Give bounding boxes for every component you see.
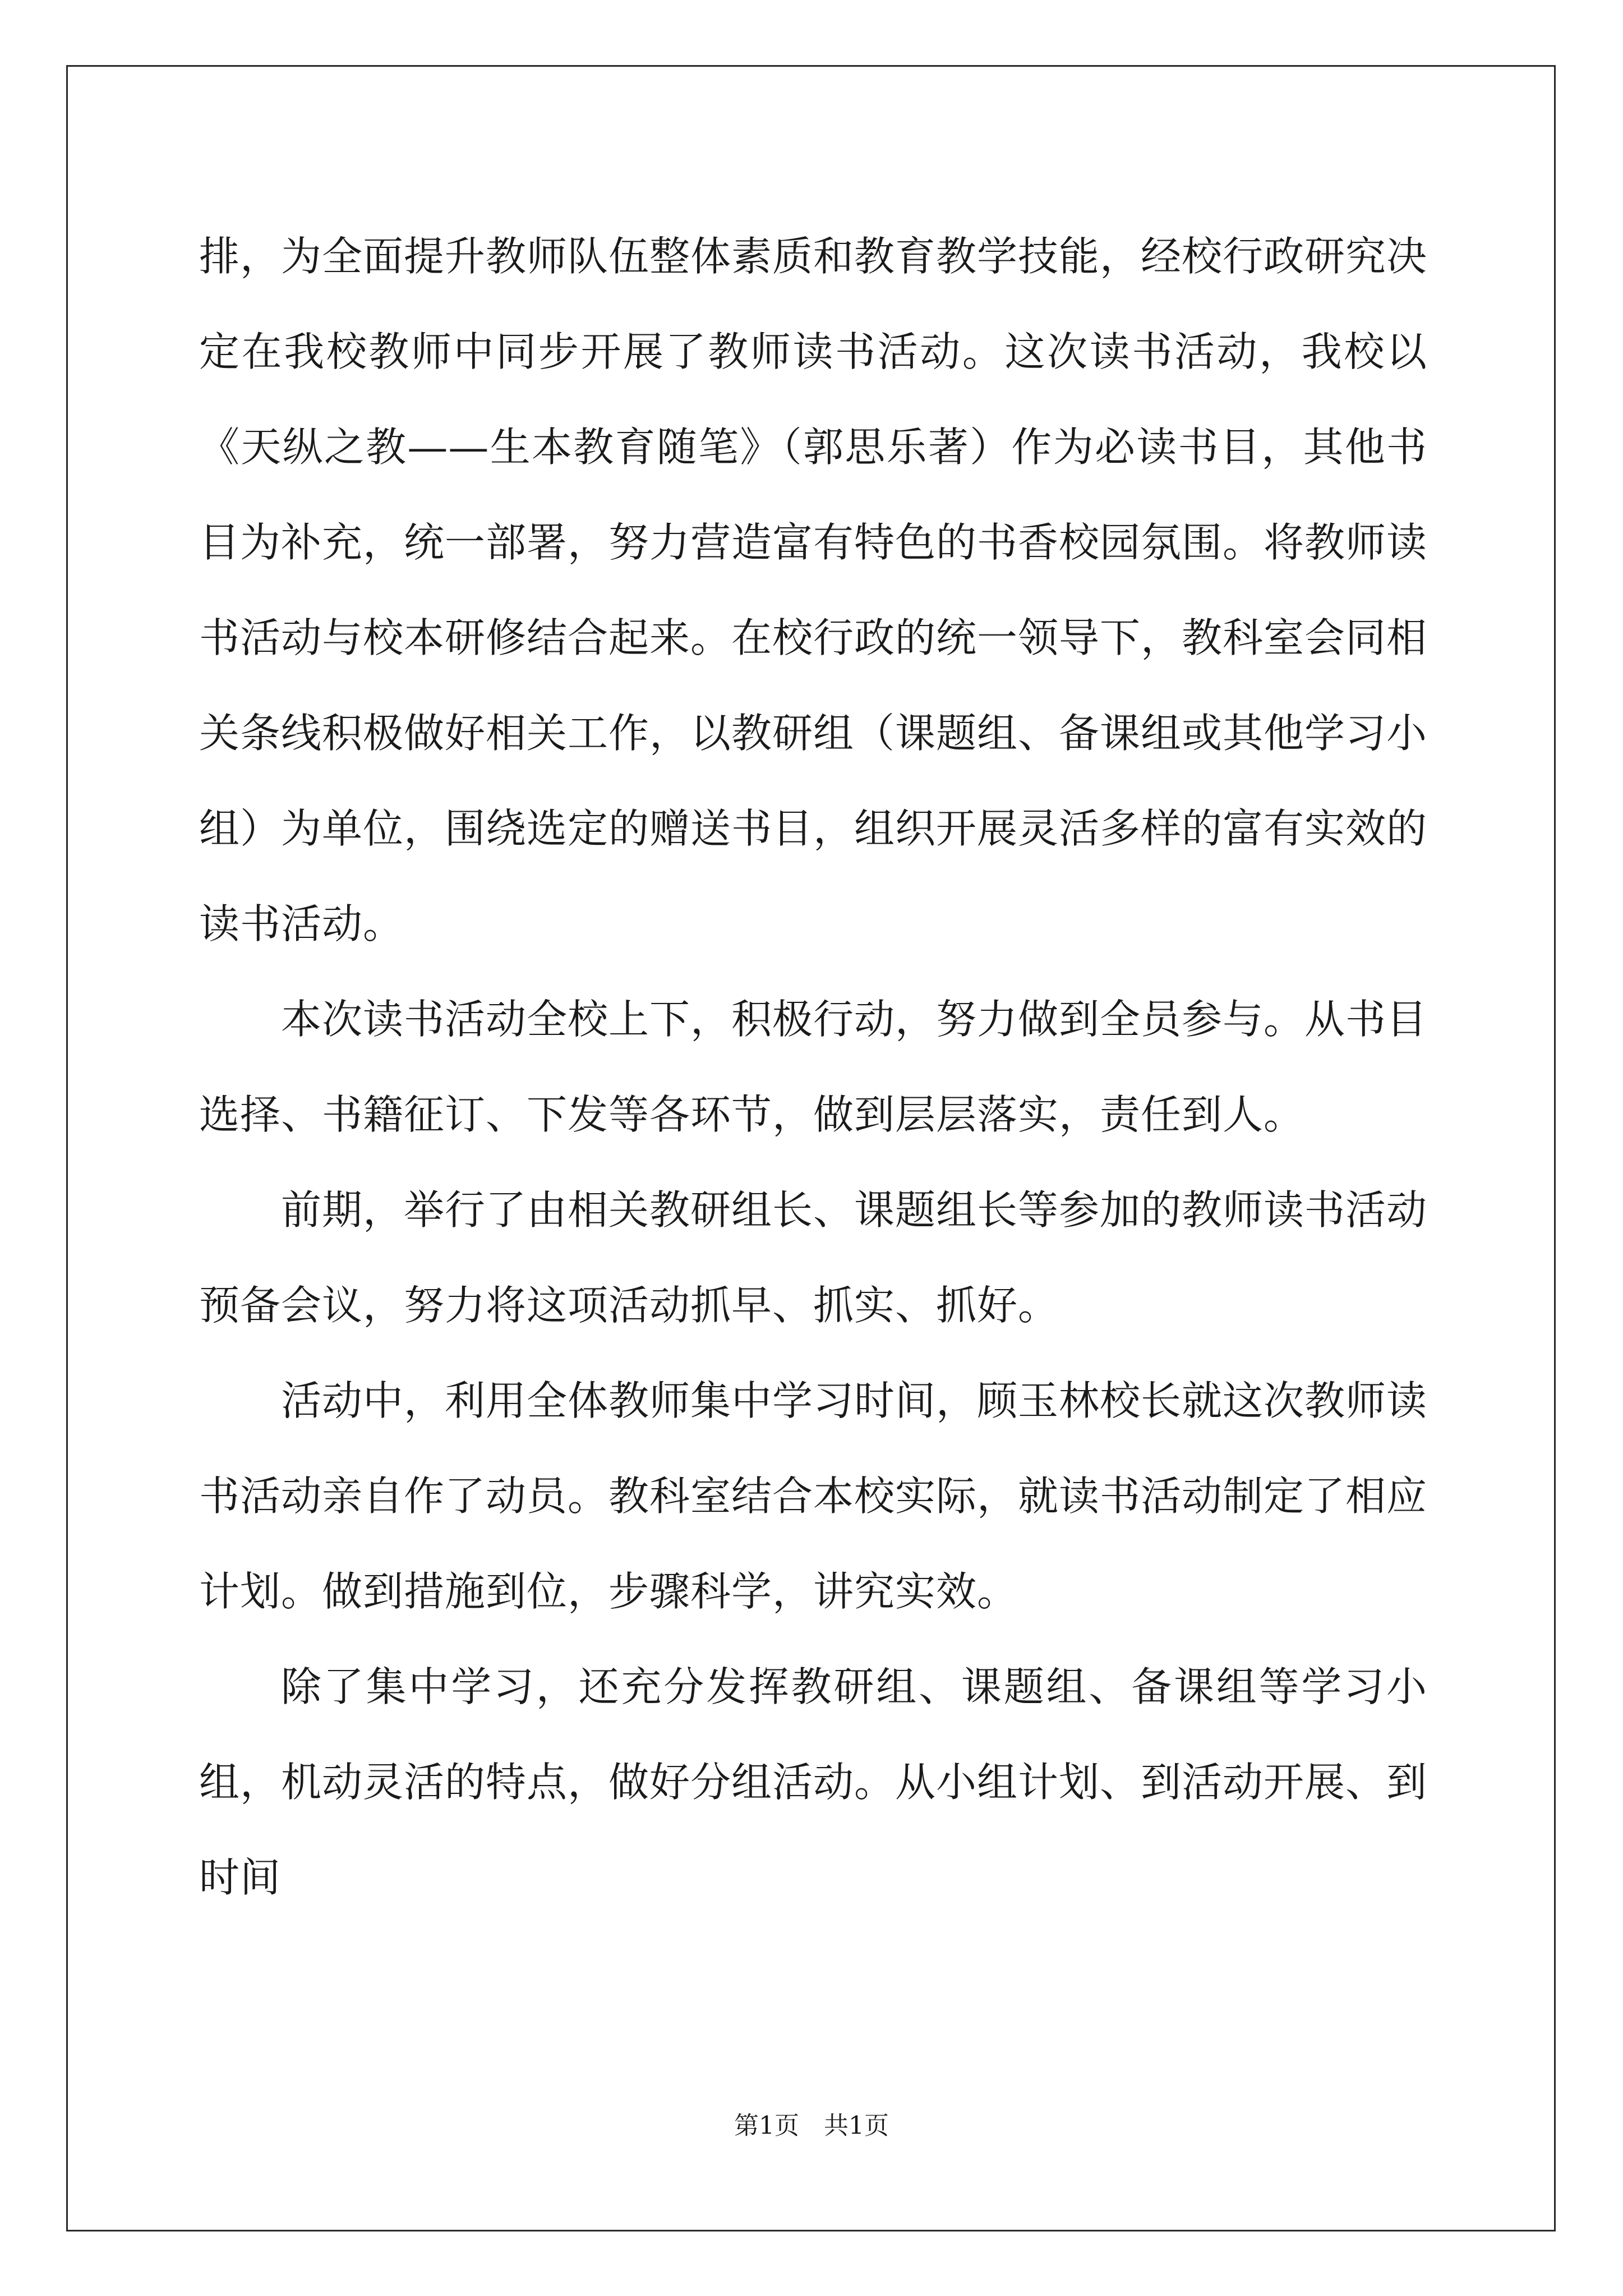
page-footer: 第1页 共1页 <box>734 2111 889 2140</box>
paragraph-5: 除了集中学习，还充分发挥教研组、课题组、备课组等学习小组，机动灵活的特点，做好分组活动。从小组计划、到活动开展、到时间 <box>199 1663 1428 1901</box>
paragraph-3: 前期，举行了由相关教研组长、课题组长等参加的教师读书活动预备会议，努力将这项活动抓早、抓实、抓好。 <box>199 1186 1428 1329</box>
paragraph-1: 排，为全面提升教师队伍整体素质和教育教学技能，经校行政研究决定在我校教师中同步开展了教师读书活动。这次读书活动，我校以《天纵之教——生本教育随笔》（郭思乐著）作为必读书目，其他书目为补充，统一部署，努力营造富有特色的书香校园氛围。将教师读书活动与校本研修结合起来。在校行政的统一领导下，教科室会同相关条线积极做好相关工作，以教研组（课题组、备课组或其他学习小组）为单位，围绕选定的赠送书目，组织开展灵活多样的富有实效的读书活动。 <box>199 233 1428 947</box>
paragraph-4: 活动中，利用全体教师集中学习时间，顾玉林校长就这次教师读书活动亲自作了动员。教科室结合本校实际，就读书活动制定了相应计划。做到措施到位，步骤科学，讲究实效。 <box>199 1377 1428 1615</box>
paragraph-2: 本次读书活动全校上下，积极行动，努力做到全员参与。从书目选择、书籍征订、下发等各环节，做到层层落实，责任到人。 <box>199 996 1428 1138</box>
document-body <box>199 209 1427 1925</box>
